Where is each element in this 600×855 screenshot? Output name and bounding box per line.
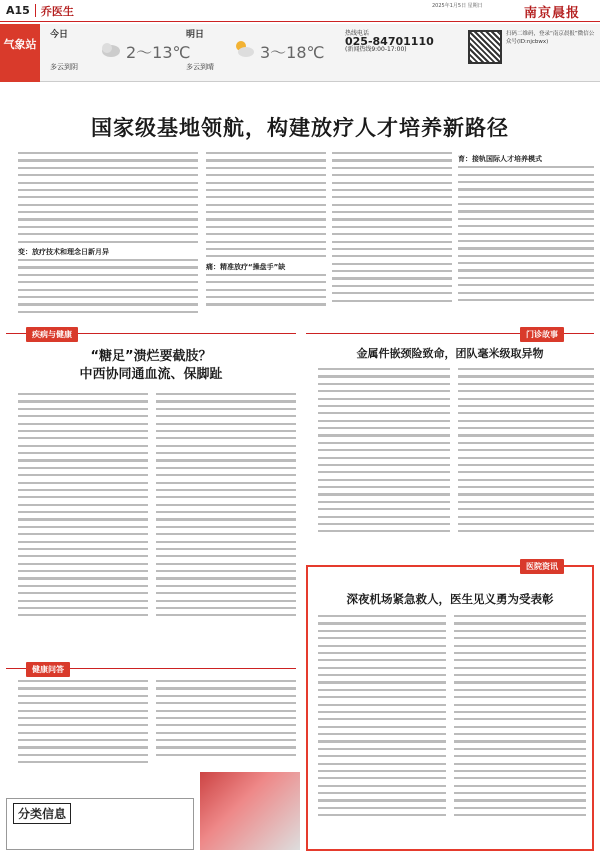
qa-col2 <box>156 680 296 768</box>
article2-col1 <box>18 393 148 648</box>
classified-ad <box>6 798 194 850</box>
tomorrow-label: 明日 <box>186 30 205 40</box>
section-tag-clinic: 门诊故事 <box>520 327 564 342</box>
article1-col3 <box>332 152 452 320</box>
article4-col1 <box>318 615 446 845</box>
today-temp: 2～13℃ <box>126 43 191 62</box>
article2-col2 <box>156 393 296 648</box>
article3-title: 金属件嵌颈险致命，团队毫米级取异物 <box>356 347 544 360</box>
hotline-note: (新闻热线9:00-17:00) <box>345 46 407 53</box>
photo-advert <box>200 772 300 850</box>
qr-code-icon <box>468 30 502 64</box>
article1-col1 <box>18 152 198 320</box>
article1-subhead-1: 变：放疗技术和理念日新月异 <box>18 247 109 256</box>
hotline-title: 热线电话 <box>345 30 370 37</box>
today-label: 今日 <box>50 30 69 40</box>
sun-cloud-icon <box>232 38 256 60</box>
article3-col2 <box>458 368 594 558</box>
brand-logo: 南京晨报 <box>524 6 581 21</box>
tomorrow-temp: 3～18℃ <box>260 43 325 62</box>
weather-strip <box>0 24 600 82</box>
article4-box <box>306 562 594 851</box>
main-headline: 国家级基地领航，构建放疗人才培养新路径 <box>91 116 509 140</box>
section-name: 乔医生 <box>40 4 74 18</box>
article1-col4 <box>458 152 594 320</box>
article4-title: 深夜机场紧急救人，医生见义勇为受表彰 <box>346 592 554 606</box>
article3-col1 <box>318 368 450 558</box>
hotline-block <box>345 30 434 54</box>
section-tag-hospital: 医院资讯 <box>520 559 564 574</box>
hotline-number: 025-84701110 <box>345 35 434 48</box>
weather-today <box>50 30 78 72</box>
weather-tomorrow <box>186 30 214 72</box>
cloud-icon <box>98 38 122 60</box>
divider <box>35 4 36 17</box>
issue-date: 2025年1月5日 星期日 <box>432 3 483 9</box>
weather-tag: 气象站 <box>0 24 40 82</box>
article4-col2 <box>454 615 586 845</box>
tomorrow-desc: 多云到晴 <box>186 63 214 71</box>
today-desc: 多云到阴 <box>50 63 78 71</box>
section-tag-disease: 疾病与健康 <box>26 327 78 342</box>
section-tag-qa: 健康问答 <box>26 662 70 677</box>
qa-col1 <box>18 680 148 780</box>
article2-title-1: “糖足”溃烂要截肢？ <box>90 349 212 364</box>
subscribe-info: 扫码二维码，登录“南京晨报”微信公众号(ID:njcbwx) <box>506 31 595 45</box>
classified-title: 分类信息 <box>13 803 71 824</box>
page-number: A15 <box>6 4 30 17</box>
article2-title-2: 中西协同通血流、保脚趾 <box>79 367 223 382</box>
article1-subhead-2: 痛：精准放疗“操盘手”缺 <box>206 262 286 271</box>
masthead <box>0 0 600 22</box>
article1-subhead-3: 育：接轨国际人才培养模式 <box>458 155 542 163</box>
article1-col2 <box>206 152 326 320</box>
